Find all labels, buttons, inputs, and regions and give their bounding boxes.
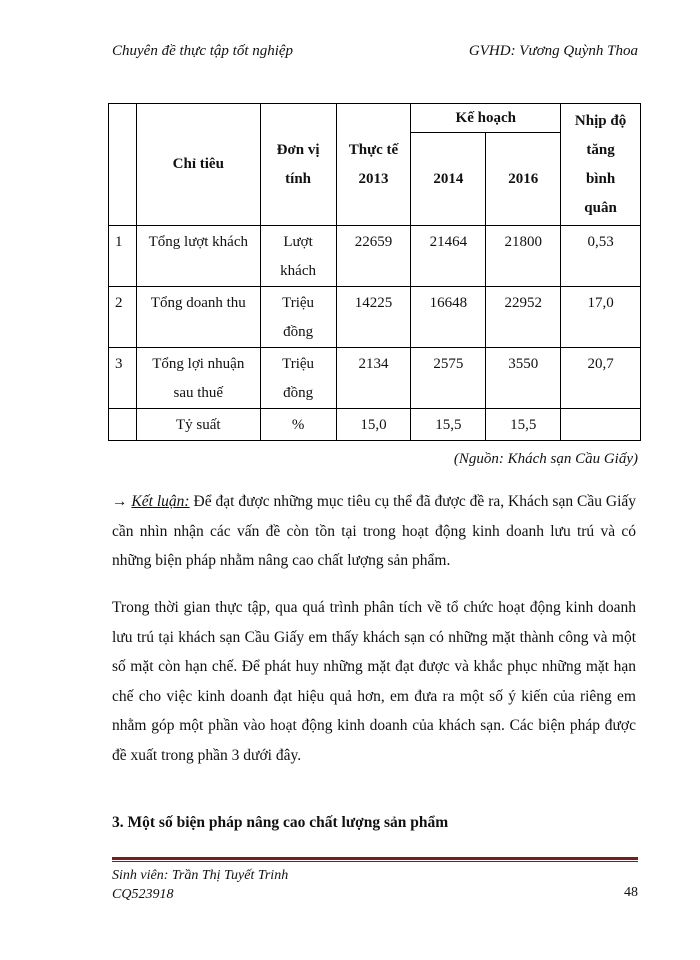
col-2014-header: 2014	[411, 133, 486, 226]
footer-divider	[112, 857, 638, 860]
footer-student-id: CQ523918	[112, 887, 174, 902]
conclusion-label: Kết luận:	[131, 493, 190, 510]
table-source: (Nguồn: Khách sạn Cầu Giấy)	[453, 451, 638, 467]
col-stt-header	[109, 104, 137, 226]
plan-table	[108, 103, 641, 441]
page-number: 48	[624, 885, 638, 900]
col-chi-tieu-header: Chỉ tiêu	[136, 104, 260, 226]
col-don-vi-header: Đơn vị tính	[260, 104, 336, 226]
arrow-icon: →	[112, 493, 128, 510]
header-course-title: Chuyên đề thực tập tốt nghiệp	[112, 43, 294, 59]
header-supervisor: GVHD: Vương Quỳnh Thoa	[468, 43, 638, 59]
footer-info	[112, 866, 288, 904]
col-ke-hoach-header: Kế hoạch	[411, 104, 561, 133]
conclusion-paragraph	[112, 487, 636, 576]
table-row: Tỷ suất % 15,0 15,5 15,5	[109, 409, 641, 441]
footer-divider-thin	[112, 861, 638, 862]
body-paragraph: Trong thời gian thực tập, qua quá trình phân tích về tổ chức hoạt động kinh doanh lưu trú tại khách sạn Cầu Giấy em thấy khách sạn có những mặt thành công và một số mặt còn hạn chế. Để phát huy những mặt đạt được và khắc phục những mặt hạn chế cho việc kinh doanh đạt hiệu quả hơn, em đưa ra một số ý kiến của riêng em nhằm góp một phần vào hoạt động kinh doanh của khách sạn. Các biện pháp được đề xuất trong phần 3 dưới đây.	[112, 599, 636, 764]
footer-student: Sinh viên: Trần Thị Tuyết Trinh	[112, 868, 289, 883]
table-row: 1 Tổng lượt khách Lượt khách 22659 21464 21800 0,53	[109, 226, 641, 287]
col-nhip-do-header: Nhịp độ tăng bình quân	[561, 104, 641, 226]
table-row: 3 Tổng lợi nhuận sau thuế Triệu đồng 2134 2575 3550 20,7	[109, 348, 641, 409]
col-2016-header: 2016	[486, 133, 561, 226]
table-row: 2 Tổng doanh thu Triệu đồng 14225 16648 22952 17,0	[109, 287, 641, 348]
conclusion-text: Để đạt được những mục tiêu cụ thể đã được đề ra, Khách sạn Cầu Giấy cần nhìn nhận các vấn đề còn tồn tại trong hoạt động kinh doanh lưu trú và có những biện pháp nhằm nâng cao chất lượng sản phẩm.	[112, 493, 637, 569]
section-heading: 3. Một số biện pháp nâng cao chất lượng sản phẩm	[112, 814, 449, 831]
col-thuc-te-header: Thực tế 2013	[336, 104, 411, 226]
